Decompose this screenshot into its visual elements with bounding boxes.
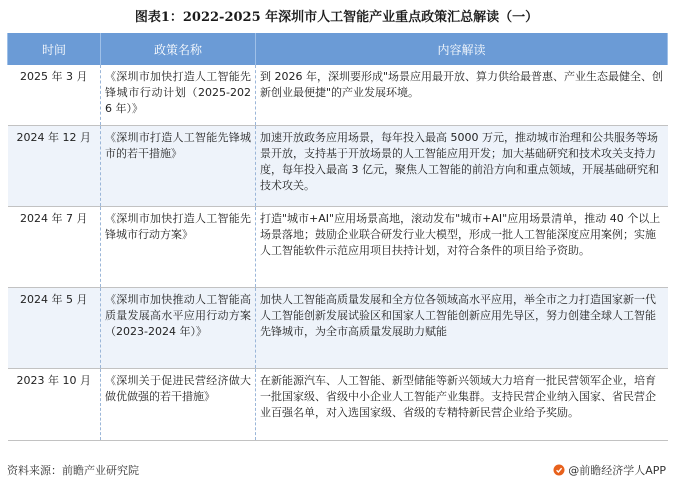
cell-policy-name: 《深圳市加快打造人工智能先锋城市行动方案》 [101,206,256,287]
header-policy-name: 政策名称 [101,33,256,65]
table-row [8,287,668,368]
source-note: 资料来源：前瞻产业研究院 [7,464,139,477]
brand-logo-icon [553,464,565,476]
cell-time: 2025 年 3 月 [8,65,101,125]
cell-content: 加快人工智能高质量发展和全方位各领域高水平应用，举全市之力打造国家新一代人工智能创新发展试验区和国家人工智能创新应用先导区，努力创建全球人工智能先锋城市，为全市高质量发展助力赋能 [256,287,668,368]
header-content: 内容解读 [256,33,668,65]
cell-time: 2023 年 10 月 [8,368,101,440]
brand-credit [553,462,666,478]
table-header-row [8,33,668,65]
cell-time: 2024 年 12 月 [8,125,101,206]
chart-title: 图表1：2022-2025 年深圳市人工智能产业重点政策汇总解读（一） [134,10,539,25]
cell-content: 加速开放政务应用场景，每年投入最高 5000 万元，推动城市治理和公共服务等场景开放，支持基于开放场景的人工智能应用开发；加大基础研究和技术攻关支持力度，每年投入最高 3 亿元，聚焦人工智能的前沿方向和重点领域，开展基础研究和技术攻关。 [256,125,668,206]
cell-time: 2024 年 5 月 [8,287,101,368]
cell-policy-name: 《深圳市加快打造人工智能先锋城市行动计划（2025-2026 年）》 [101,65,256,125]
table-row [8,125,668,206]
table-row [8,368,668,440]
cell-policy-name: 《深圳市打造人工智能先锋城市的若干措施》 [101,125,256,206]
cell-time: 2024 年 7 月 [8,206,101,287]
header-time: 时间 [8,33,101,65]
cell-policy-name: 《深圳市加快推动人工智能高质量发展高水平应用行动方案（2023-2024 年）》 [101,287,256,368]
table-row [8,65,668,125]
cell-content: 在新能源汽车、人工智能、新型储能等新兴领域大力培育一批民营领军企业，培育一批国家级、省级中小企业人工智能产业集群。支持民营企业纳入国家、省民营企业百强名单，对入选国家级、省级的专精特新民营企业给予奖励。 [256,368,668,440]
footer [7,462,666,478]
cell-content: 打造"城市+AI"应用场景高地，滚动发布"城市+AI"应用场景清单，推动 40 个以上场景落地；鼓励企业联合研发行业大模型，形成一批人工智能深度应用案例；实施人工智能软件示范应用项目扶持计划，对符合条件的项目给予资助。 [256,206,668,287]
policy-table [7,33,668,441]
cell-policy-name: 《深圳关于促进民营经济做大做优做强的若干措施》 [101,368,256,440]
table-row [8,206,668,287]
brand-label: @前瞻经济学人APP [568,464,666,477]
cell-content: 到 2026 年，深圳要形成"场景应用最开放、算力供给最普惠、产业生态最健全、创新创业最便捷"的产业发展环境。 [256,65,668,125]
